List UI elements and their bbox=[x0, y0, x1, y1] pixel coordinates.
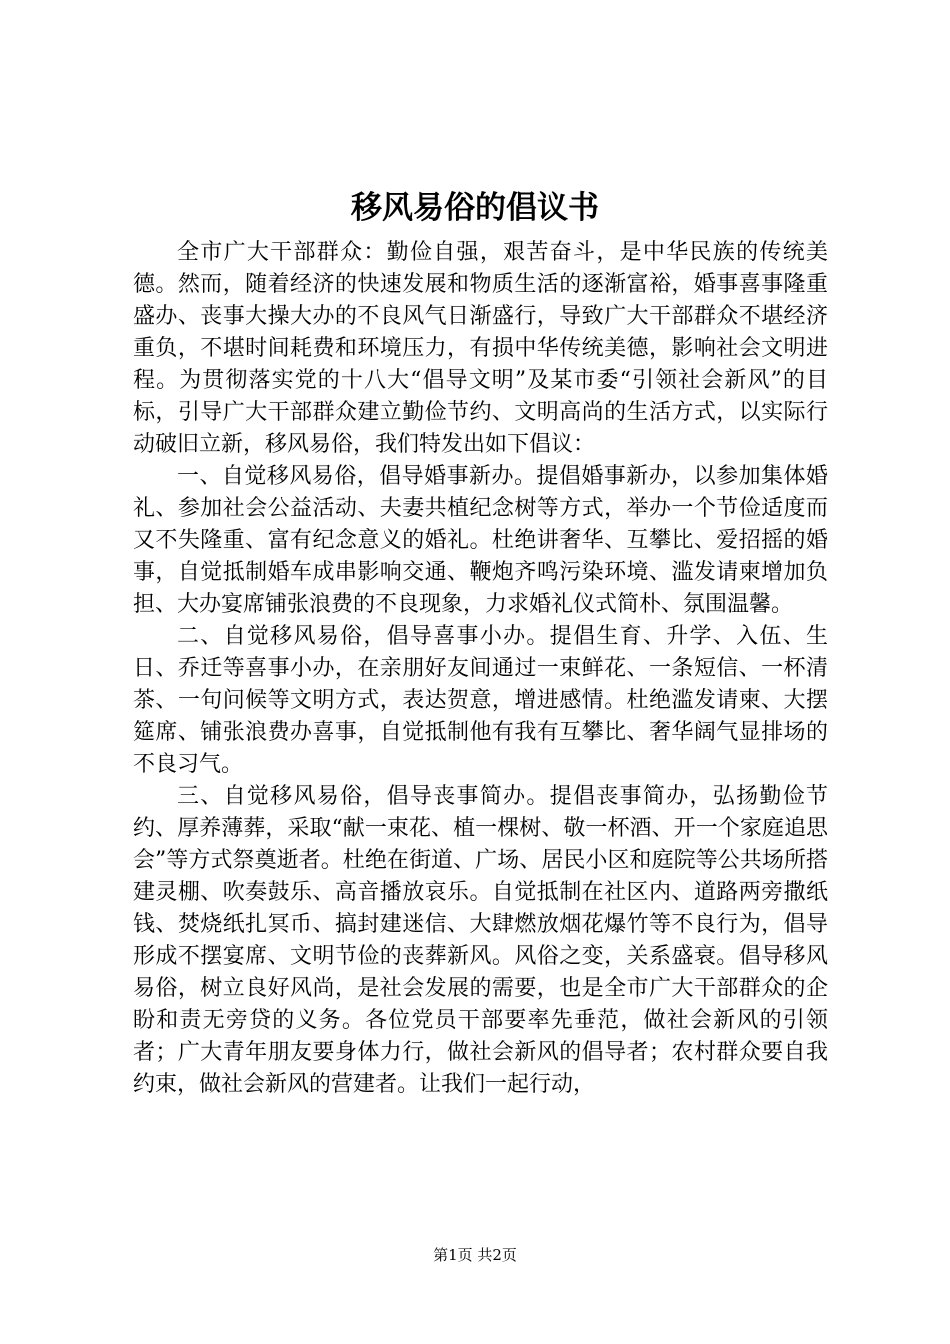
page-number: 第1页 共2页 bbox=[433, 1246, 517, 1264]
intro-paragraph: 全市广大干部群众：勤俭自强，艰苦奋斗，是中华民族的传统美德。然而，随着经济的快速发展和物质生活的逐渐富裕，婚事喜事隆重盛办、丧事大操大办的不良风气日渐盛行，导致广大干部群众不堪经济重负，不堪时间耗费和环境压力，有损中华传统美德，影响社会文明进程。为贯彻落实党的十八大“倡导文明”及某市委“引领社会新风”的目标，引导广大干部群众建立勤俭节约、文明高尚的生活方式，以实际行动破旧立新，移风易俗，我们特发出如下倡议： bbox=[133, 240, 828, 457]
proposal-paragraph-funerals: 三、自觉移风易俗，倡导丧事简办。提倡丧事简办，弘扬勤俭节约、厚养薄葬，采取“献一束花、植一棵树、敬一杯酒、开一个家庭追思会”等方式祭奠逝者。杜绝在街道、广场、居民小区和庭院等公共场所搭建灵棚、吹奏鼓乐、高音播放哀乐。自觉抵制在社区内、道路两旁撒纸钱、焚烧纸扎冥币、搞封建迷信、大肆燃放烟花爆竹等不良行为，倡导形成不摆宴席、文明节俭的丧葬新风。风俗之变，关系盛衰。倡导移风易俗，树立良好风尚，是社会发展的需要，也是全市广大干部群众的企盼和责无旁贷的义务。各位党员干部要率先垂范，做社会新风的引领者；广大青年朋友要身体力行，做社会新风的倡导者；农村群众要自我约束，做社会新风的营建者。让我们一起行动， bbox=[133, 784, 828, 1097]
document-body bbox=[133, 237, 828, 1101]
page-title: 移风易俗的倡议书 bbox=[351, 190, 599, 226]
proposal-paragraph-celebrations: 二、自觉移风易俗，倡导喜事小办。提倡生育、升学、入伍、生日、乔迁等喜事小办，在亲朋好友间通过一束鲜花、一条短信、一杯清茶、一句问候等文明方式，表达贺意，增进感情。杜绝滥发请柬、大摆筵席、铺张浪费办喜事，自觉抵制他有我有互攀比、奢华阔气显排场的不良习气。 bbox=[133, 624, 828, 777]
proposal-paragraph-wedding: 一、自觉移风易俗，倡导婚事新办。提倡婚事新办，以参加集体婚礼、参加社会公益活动、夫妻共植纪念树等方式，举办一个节俭适度而又不失隆重、富有纪念意义的婚礼。杜绝讲奢华、互攀比、爱招摇的婚事，自觉抵制婚车成串影响交通、鞭炮齐鸣污染环境、滥发请柬增加负担、大办宴席铺张浪费的不良现象，力求婚礼仪式简朴、氛围温馨。 bbox=[133, 464, 828, 617]
